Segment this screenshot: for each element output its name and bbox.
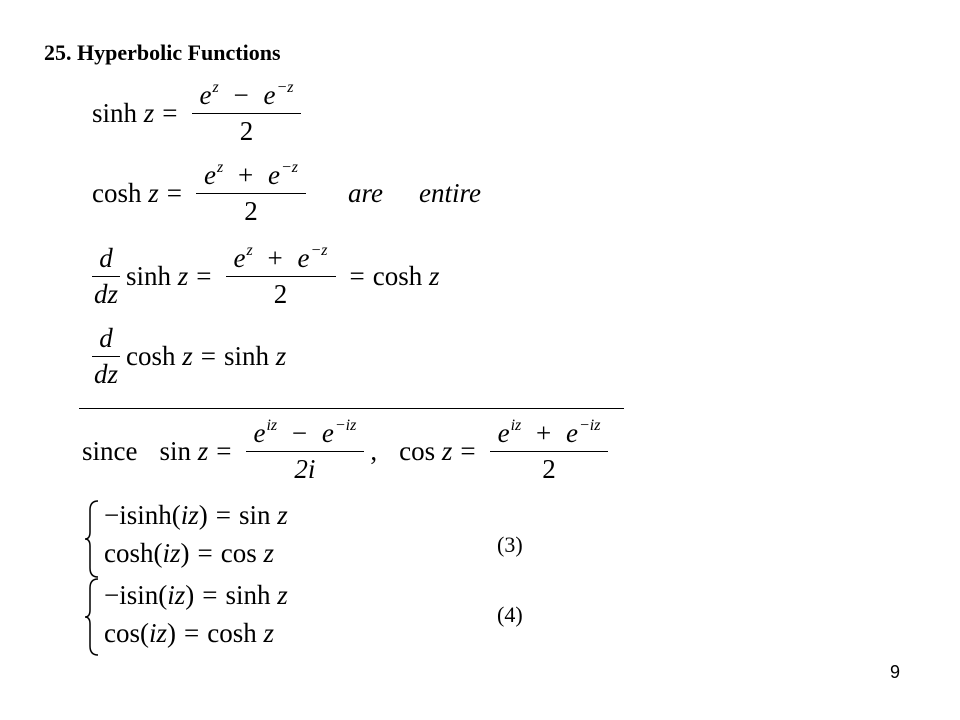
base-e: e [204,160,216,190]
horizontal-divider [79,408,624,409]
numerator [490,417,609,451]
equals-sign: = [166,178,182,208]
variable: z [197,436,209,466]
argument: iz [148,618,167,648]
function-name: sin [238,500,271,530]
numerator [192,79,302,113]
fraction [226,242,336,309]
function-name: sin( [126,580,168,610]
variable: z [275,341,287,371]
variable: z [263,538,274,568]
function-name: cos [220,538,257,568]
exponent: z [216,159,224,176]
derivative-operator [92,325,120,388]
denominator: 2 [542,454,556,484]
equals-sign: = [196,261,212,291]
fraction [196,159,306,226]
exponent: z [212,79,219,96]
denominator: dz [94,279,119,309]
function-name: cosh [207,618,257,648]
argument: iz [180,500,199,530]
variable: z [177,261,189,291]
equals-sign: = [197,538,213,568]
equals-sign: = [184,618,200,648]
base-e: e [297,243,310,273]
function-name: cos( [104,618,149,648]
denominator: 2 [244,196,258,226]
left-brace [84,578,100,656]
exponent: −iz [578,417,601,434]
derivative-operator [92,245,120,308]
argument: iz [167,580,186,610]
variable: z [263,618,274,648]
variable: z [182,341,193,371]
paren-close: ) [167,618,176,648]
fraction [246,417,365,484]
prefix: −i [104,500,127,530]
denominator: 2 [239,116,254,146]
page-number: 9 [889,662,900,682]
exponent: iz [510,417,522,434]
equals-sign: = [162,98,178,128]
system3-line2 [104,540,274,567]
variable: z [277,500,288,530]
variable: z [428,261,440,291]
base-e: e [199,80,212,110]
paren-close: ) [185,580,195,610]
function-name: sinh [92,98,138,128]
equation-cosh-definition [92,159,481,226]
function-name: cosh [92,178,142,208]
numerator: d [99,323,113,353]
equation-cosh-derivative [92,325,286,388]
function-name: sin [159,436,191,466]
base-e: e [267,160,280,190]
slide-title: 25. Hyperbolic Functions [44,40,281,65]
equals-sign: = [200,341,217,371]
argument: iz [162,538,181,568]
exponent: −z [276,79,294,96]
numerator [246,417,365,451]
equals-sign: = [202,580,218,610]
base-e: e [253,418,266,448]
base-e: e [497,418,510,448]
function-name: cos [399,436,436,466]
variable: z [148,178,159,208]
fraction [192,79,302,146]
system3-line1 [104,502,288,529]
variable: z [277,580,288,610]
exponent: z [246,242,253,259]
operator: − [233,80,249,110]
base-e: e [263,80,276,110]
numerator: d [99,243,113,273]
system4-line1 [104,582,288,609]
equation-sinh-derivative [92,242,440,309]
function-name: sinh [126,261,172,291]
prefix: −i [104,580,127,610]
operator: + [237,160,254,190]
paren-close: ) [180,538,190,568]
equation-number-3: (3) [497,532,523,557]
note-entire: entire [418,178,481,208]
denominator: 2 [273,279,288,309]
function-name: sinh [224,341,270,371]
function-name: cosh [372,261,423,291]
system4-line2 [104,620,274,647]
function-name: sinh( [126,500,181,530]
equation-since-sin-cos [82,417,614,484]
exponent: iz [266,417,278,434]
exponent: −iz [334,417,357,434]
note-are: are [347,178,383,208]
base-e: e [233,243,246,273]
left-brace [84,500,100,578]
base-e: e [321,418,334,448]
numerator [196,159,306,193]
operator: − [291,418,308,448]
comma: , [370,436,378,466]
operator: + [267,243,283,273]
numerator [226,242,336,276]
equals-sign: = [460,436,476,466]
exponent: −z [310,242,328,259]
function-name: sinh [225,580,271,610]
function-name: cosh [126,341,176,371]
fraction [490,417,609,484]
variable: z [143,98,155,128]
equation-sinh-definition [92,79,307,146]
base-e: e [565,418,578,448]
denominator: 2i [294,454,316,484]
operator: + [536,418,552,448]
equation-number-4: (4) [497,602,523,627]
equals-sign: = [216,436,232,466]
exponent: −z [280,159,298,176]
word-since: since [82,436,138,466]
paren-close: ) [198,500,208,530]
function-name: cosh( [104,538,163,568]
equals-sign: = [349,261,365,291]
variable: z [441,436,453,466]
equals-sign: = [215,500,231,530]
denominator: dz [94,359,119,389]
